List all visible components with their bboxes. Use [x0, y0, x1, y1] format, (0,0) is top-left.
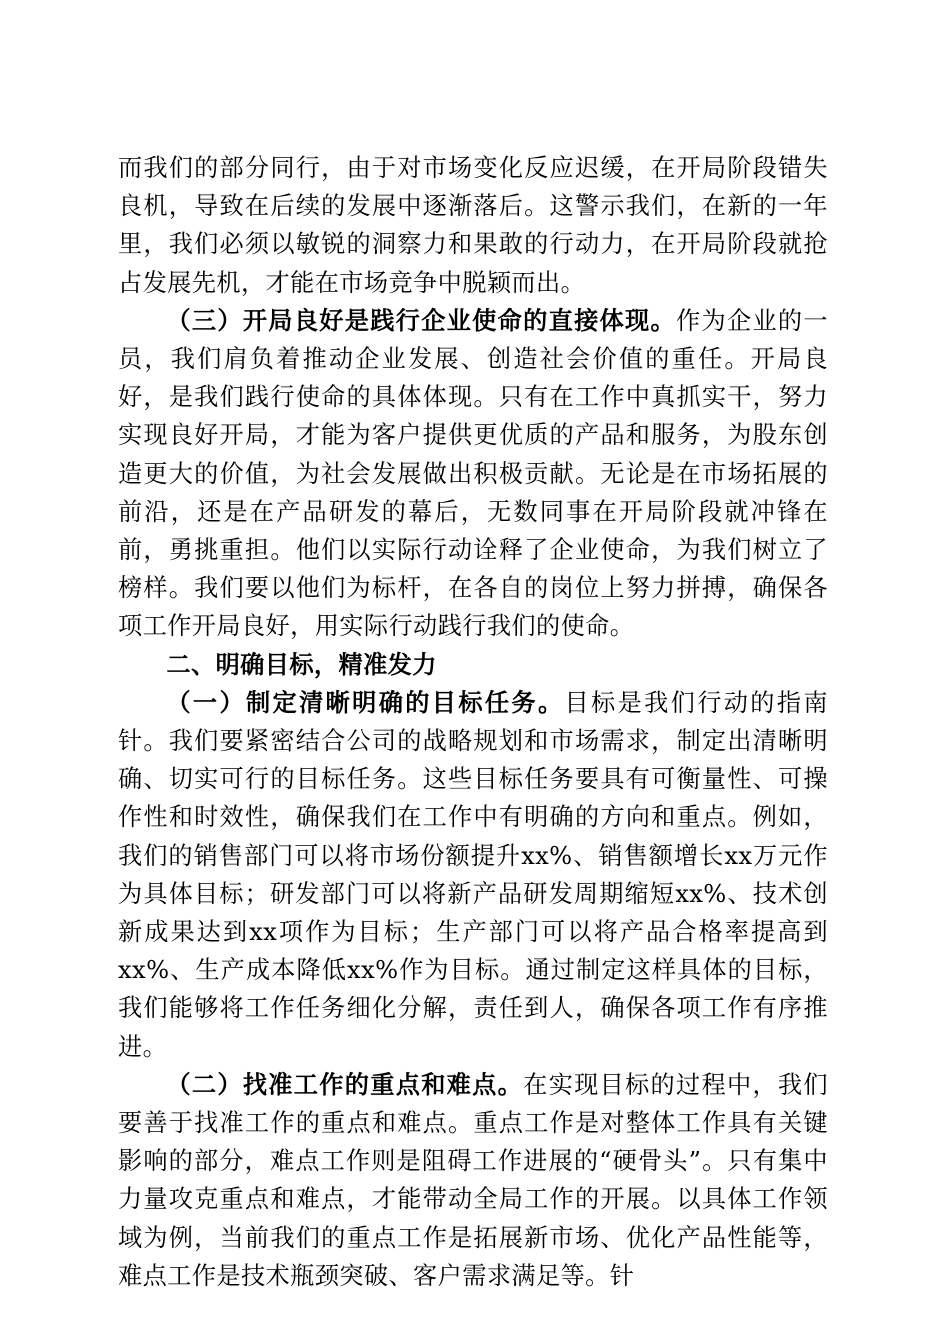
section-heading: 二、明确目标，精准发力: [166, 650, 437, 679]
paragraph-section-two: [118, 1066, 828, 1295]
paragraph-lead: （二）找准工作的重点和难点。: [166, 1069, 524, 1099]
paragraph-lead: （一）制定清晰明确的目标任务。: [166, 687, 565, 717]
paragraph-section-one: [118, 684, 828, 1066]
paragraph-body: 作为企业的一员，我们肩负着推动企业发展、创造社会价值的重任。开局良好，是我们践行使命的具体体现。只有在工作中真抓实干，努力实现良好开局，才能为客户提供更优质的产品和服务，为股东创造更大的价值，为社会发展做出积极贡献。无论是在市场拓展的前沿，还是在产品研发的幕后，无数同事在开局阶段就冲锋在前，勇挑重担。他们以实际行动诠释了企业使命，为我们树立了榜样。我们要以他们为标杆，在各自的岗位上努力拼搏，确保各项工作开局良好，用实际行动践行我们的使命。: [118, 306, 828, 641]
paragraph-body: 目标是我们行动的指南针。我们要紧密结合公司的战略规划和市场需求，制定出清晰明确、切实可行的目标任务。这些目标任务要具有可衡量性、可操作性和时效性，确保我们在工作中有明确的方向和重点。例如，我们的销售部门可以将市场份额提升xx%、销售额增长xx万元作为具体目标；研发部门可以将新产品研发周期缩短xx%、技术创新成果达到xx项作为目标；生产部门可以将产品合格率提高到xx%、生产成本降低xx%作为目标。通过制定这样具体的目标，我们能够将工作任务细化分解，责任到人，确保各项工作有序推进。: [118, 688, 828, 1061]
paragraph-body: 而我们的部分同行，由于对市场变化反应迟缓，在开局阶段错失良机，导致在后续的发展中逐渐落后。这警示我们，在新的一年里，我们必须以敏锐的洞察力和果敢的行动力，在开局阶段就抢占发展先机，才能在市场竞争中脱颖而出。: [118, 154, 828, 297]
paragraph-continuation: [118, 149, 828, 302]
document-page: [118, 149, 828, 1295]
paragraph-section-three: [118, 302, 828, 646]
paragraph-body: 在实现目标的过程中，我们要善于找准工作的重点和难点。重点工作是对整体工作具有关键影响的部分，难点工作则是阻碍工作进展的“硬骨头”。只有集中力量攻克重点和难点，才能带动全局工作的开展。以具体工作领域为例，当前我们的重点工作是拓展新市场、优化产品性能等，难点工作是技术瓶颈突破、客户需求满足等。针: [118, 1070, 828, 1290]
paragraph-lead: （三）开局良好是践行企业使命的直接体现。: [166, 305, 676, 335]
